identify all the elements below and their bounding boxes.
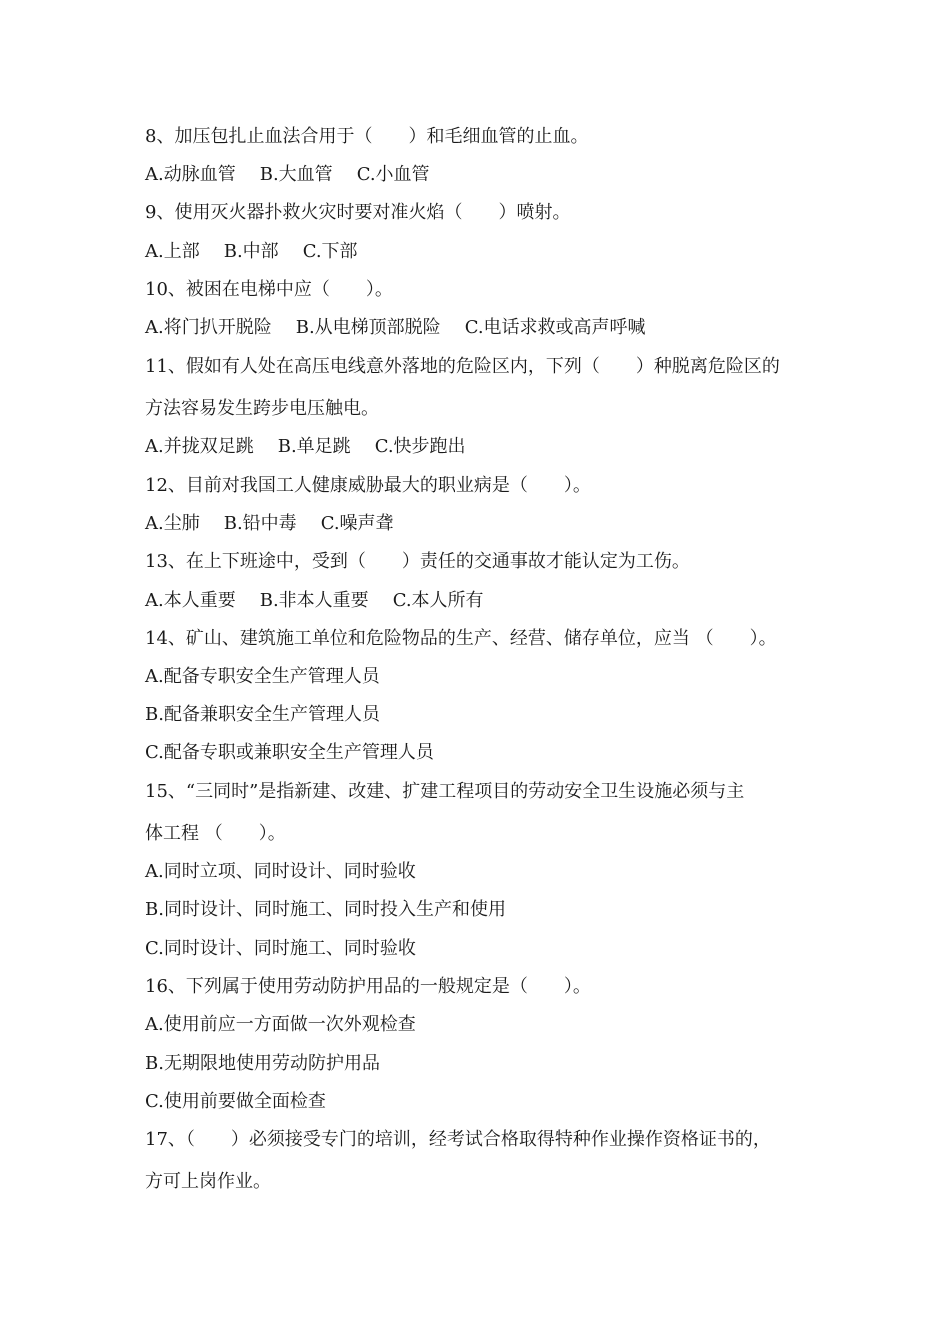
question-16-option-a: A.使用前应一方面做一次外观检查 <box>145 1014 416 1035</box>
question-13-option-b: B.非本人重要 <box>259 590 369 611</box>
question-12-option-a: A.尘肺 <box>145 513 200 534</box>
question-12-stem: 12、目前对我国工人健康威胁最大的职业病是（ ）。 <box>145 475 591 496</box>
question-17-stem-line-2: 方可上岗作业。 <box>145 1171 271 1192</box>
question-9-option-a: A.上部 <box>145 241 200 262</box>
question-8-options <box>145 163 430 187</box>
question-9-stem: 9、使用灭火器扑救火灾时要对准火焰（ ）喷射。 <box>145 202 571 223</box>
question-8-stem: 8、加压包扎止血法合用于（ ）和毛细血管的止血。 <box>145 126 589 147</box>
question-13-stem: 13、在上下班途中，受到（ ）责任的交通事故才能认定为工伤。 <box>145 551 690 572</box>
question-9-option-b: B.中部 <box>223 241 279 262</box>
question-10-stem: 10、被困在电梯中应（ ）。 <box>145 279 393 300</box>
question-11-stem-line-2: 方法容易发生跨步电压触电。 <box>145 398 379 419</box>
question-11-option-a: A.并拢双足跳 <box>145 436 254 457</box>
question-12-option-c: C.噪声聋 <box>320 513 394 534</box>
question-14-option-b: B.配备兼职安全生产管理人员 <box>145 704 380 725</box>
question-16-stem: 16、下列属于使用劳动防护用品的一般规定是（ ）。 <box>145 976 591 997</box>
question-16-option-b: B.无期限地使用劳动防护用品 <box>145 1053 380 1074</box>
question-10-options <box>145 316 646 340</box>
question-12-option-b: B.铅中毒 <box>223 513 297 534</box>
question-11-option-c: C.快步跑出 <box>374 436 466 457</box>
question-15-option-b: B.同时设计、同时施工、同时投入生产和使用 <box>145 899 506 920</box>
question-16-option-c: C.使用前要做全面检查 <box>145 1091 326 1112</box>
question-8-option-a: A.动脉血管 <box>145 164 236 185</box>
question-15-stem-line-1: 15、“三同时”是指新建、改建、扩建工程项目的劳动安全卫生设施必须与主 <box>145 781 745 802</box>
question-10-option-c: C.电话求救或高声呼喊 <box>464 317 646 338</box>
question-11-options <box>145 435 466 459</box>
question-8-option-b: B.大血管 <box>259 164 333 185</box>
question-13-option-c: C.本人所有 <box>392 590 484 611</box>
question-8-option-c: C.小血管 <box>356 164 430 185</box>
question-15-option-a: A.同时立项、同时设计、同时验收 <box>145 861 416 882</box>
question-11-stem-line-1: 11、假如有人处在高压电线意外落地的危险区内，下列（ ）种脱离危险区的 <box>145 356 780 377</box>
question-9-option-c: C.下部 <box>302 241 358 262</box>
question-12-options <box>145 512 394 536</box>
question-15-option-c: C.同时设计、同时施工、同时验收 <box>145 938 416 959</box>
question-10-option-a: A.将门扒开脱险 <box>145 317 272 338</box>
question-10-option-b: B.从电梯顶部脱险 <box>295 317 441 338</box>
question-15-stem-line-2: 体工程 （ ）。 <box>145 823 286 844</box>
question-13-option-a: A.本人重要 <box>145 590 236 611</box>
question-13-options <box>145 589 484 613</box>
question-14-option-a: A.配备专职安全生产管理人员 <box>145 666 380 687</box>
question-9-options <box>145 240 358 264</box>
question-17-stem-line-1: 17、（ ）必须接受专门的培训，经考试合格取得特种作业操作资格证书的， <box>145 1129 771 1150</box>
question-14-option-c: C.配备专职或兼职安全生产管理人员 <box>145 742 434 763</box>
question-11-option-b: B.单足跳 <box>277 436 351 457</box>
question-14-stem: 14、矿山、建筑施工单位和危险物品的生产、经营、储存单位，应当 （ ）。 <box>145 628 777 649</box>
